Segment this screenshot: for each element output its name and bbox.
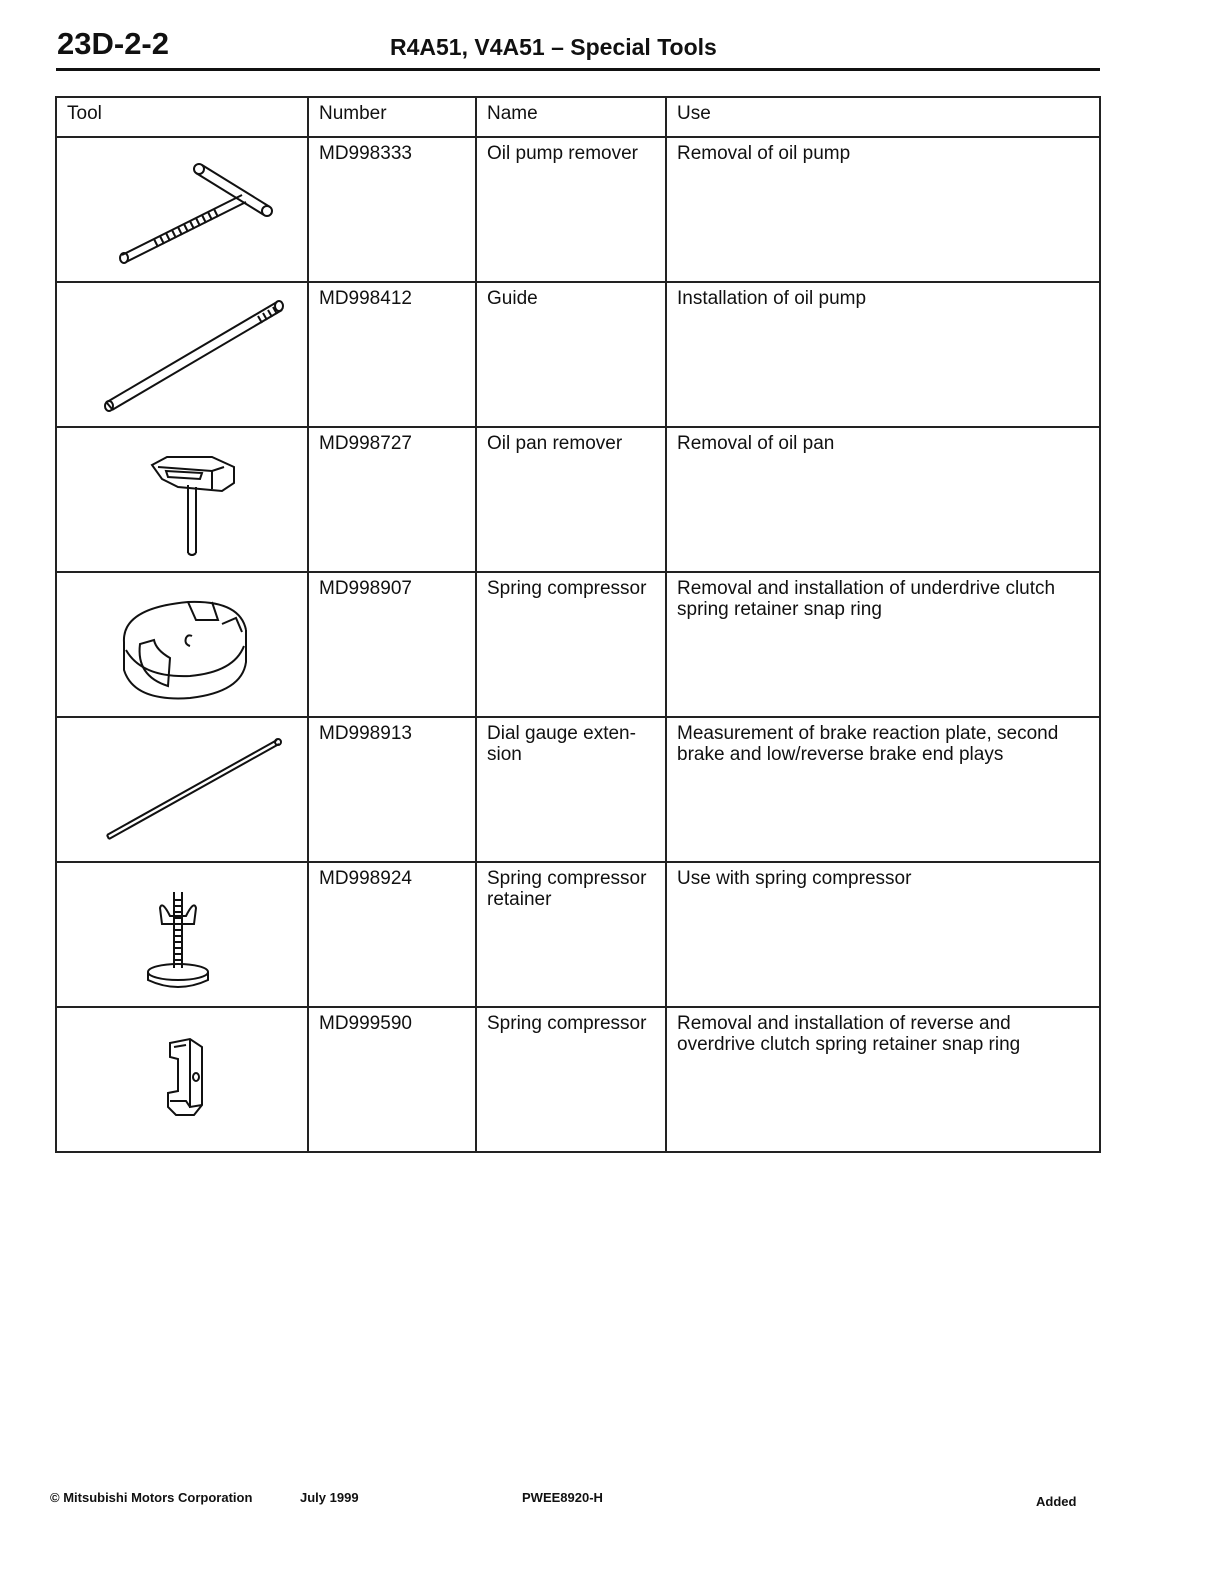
tool-number: MD998412 bbox=[308, 282, 476, 427]
tool-name: Spring compressor retainer bbox=[476, 862, 666, 1007]
table-row bbox=[56, 572, 1100, 717]
tool-use: Removal and installation of reverse and overdrive clutch spring retainer snap ring bbox=[666, 1007, 1100, 1152]
special-tools-table bbox=[55, 96, 1101, 1153]
tool-image-cell bbox=[56, 282, 308, 427]
t-handle-puller-icon bbox=[62, 145, 302, 275]
tool-image-cell bbox=[56, 717, 308, 862]
tool-name: Guide bbox=[476, 282, 666, 427]
extension-rod-icon bbox=[62, 725, 302, 855]
tool-image-cell bbox=[56, 1007, 308, 1152]
tool-use: Use with spring compressor bbox=[666, 862, 1100, 1007]
tool-name: Spring compressor bbox=[476, 1007, 666, 1152]
oil-pan-remover-icon bbox=[62, 435, 302, 565]
tool-number: MD998333 bbox=[308, 137, 476, 282]
column-header-number: Number bbox=[308, 97, 476, 137]
table-row bbox=[56, 717, 1100, 862]
table-row bbox=[56, 427, 1100, 572]
tool-name: Oil pan remover bbox=[476, 427, 666, 572]
tool-use: Removal of oil pump bbox=[666, 137, 1100, 282]
table-row bbox=[56, 282, 1100, 427]
tool-image-cell bbox=[56, 427, 308, 572]
tool-image-cell bbox=[56, 572, 308, 717]
tool-number: MD999590 bbox=[308, 1007, 476, 1152]
tool-number: MD998913 bbox=[308, 717, 476, 862]
column-header-tool: Tool bbox=[56, 97, 308, 137]
table-row bbox=[56, 862, 1100, 1007]
footer-copyright: © Mitsubishi Motors Corporation bbox=[50, 1490, 253, 1505]
page-title: R4A51, V4A51 – Special Tools bbox=[390, 34, 717, 60]
spring-compressor-ring-icon bbox=[62, 580, 302, 710]
footer-status: Added bbox=[1036, 1494, 1077, 1509]
tool-name: Spring compressor bbox=[476, 572, 666, 717]
bracket-compressor-icon bbox=[62, 1015, 302, 1145]
table-row bbox=[56, 1007, 1100, 1152]
column-header-use: Use bbox=[666, 97, 1100, 137]
header-rule bbox=[56, 68, 1100, 71]
footer-code: PWEE8920-H bbox=[522, 1490, 603, 1505]
tool-name: Oil pump remover bbox=[476, 137, 666, 282]
retainer-bolt-icon bbox=[62, 870, 302, 1000]
tool-name: Dial gauge exten-sion bbox=[476, 717, 666, 862]
tool-image-cell bbox=[56, 862, 308, 1007]
column-header-name: Name bbox=[476, 97, 666, 137]
tool-image-cell bbox=[56, 137, 308, 282]
tool-use: Removal of oil pan bbox=[666, 427, 1100, 572]
tool-use: Measurement of brake reaction plate, second brake and low/reverse brake end plays bbox=[666, 717, 1100, 862]
tool-use: Installation of oil pump bbox=[666, 282, 1100, 427]
footer-date: July 1999 bbox=[300, 1490, 359, 1505]
tool-number: MD998924 bbox=[308, 862, 476, 1007]
tool-number: MD998907 bbox=[308, 572, 476, 717]
table-row bbox=[56, 137, 1100, 282]
tool-use: Removal and installation of underdrive clutch spring retainer snap ring bbox=[666, 572, 1100, 717]
table-header-row bbox=[56, 97, 1100, 137]
guide-rod-icon bbox=[62, 290, 302, 420]
tool-number: MD998727 bbox=[308, 427, 476, 572]
page-number: 23D-2-2 bbox=[57, 26, 169, 61]
